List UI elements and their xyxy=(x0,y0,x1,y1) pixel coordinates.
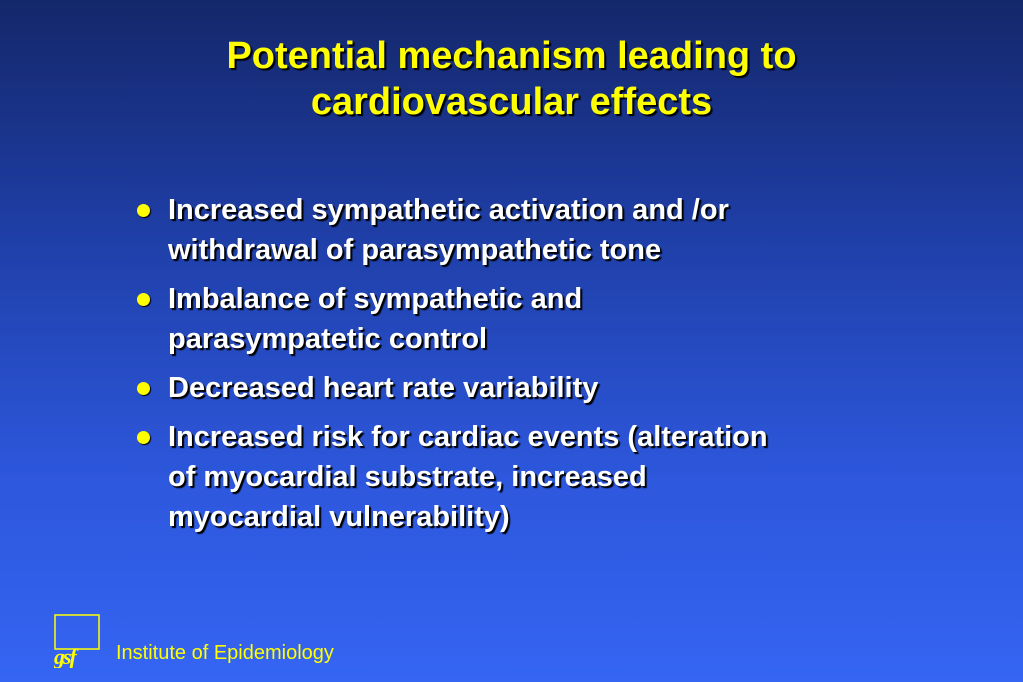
bullet-item-4 xyxy=(134,417,894,537)
bullet-item-1 xyxy=(134,190,894,270)
bullet-dot-icon xyxy=(137,204,150,217)
bullet-item-4-line-2: of myocardial substrate, increased xyxy=(168,461,647,493)
gsf-logo-text: gsf xyxy=(54,644,75,668)
slide-title-line-2: cardiovascular effects xyxy=(310,81,713,123)
bullet-item-3-line-1: Decreased heart rate variability xyxy=(168,372,599,404)
bullet-dot-icon xyxy=(137,431,150,444)
slide-title xyxy=(0,33,1023,125)
bullet-item-3 xyxy=(134,368,894,408)
bullet-item-4-line-3: myocardial vulnerability) xyxy=(168,501,510,533)
bullet-item-1-line-2: withdrawal of parasympathetic tone xyxy=(168,234,662,266)
bullet-dot-icon xyxy=(137,382,150,395)
footer xyxy=(54,614,454,670)
bullet-item-4-line-1: Increased risk for cardiac events (alteration xyxy=(168,421,768,453)
bullet-list xyxy=(134,190,894,546)
bullet-item-2-line-2: parasympatetic control xyxy=(168,323,488,355)
bullet-item-1-line-1: Increased sympathetic activation and /or xyxy=(168,194,729,226)
bullet-item-2-line-1: Imbalance of sympathetic and xyxy=(168,283,583,315)
bullet-dot-icon xyxy=(137,293,150,306)
gsf-logo-icon xyxy=(54,614,100,668)
bullet-item-2 xyxy=(134,279,894,359)
slide-title-line-1: Potential mechanism leading to xyxy=(226,35,797,77)
footer-institute-label: Institute of Epidemiology xyxy=(116,642,334,664)
